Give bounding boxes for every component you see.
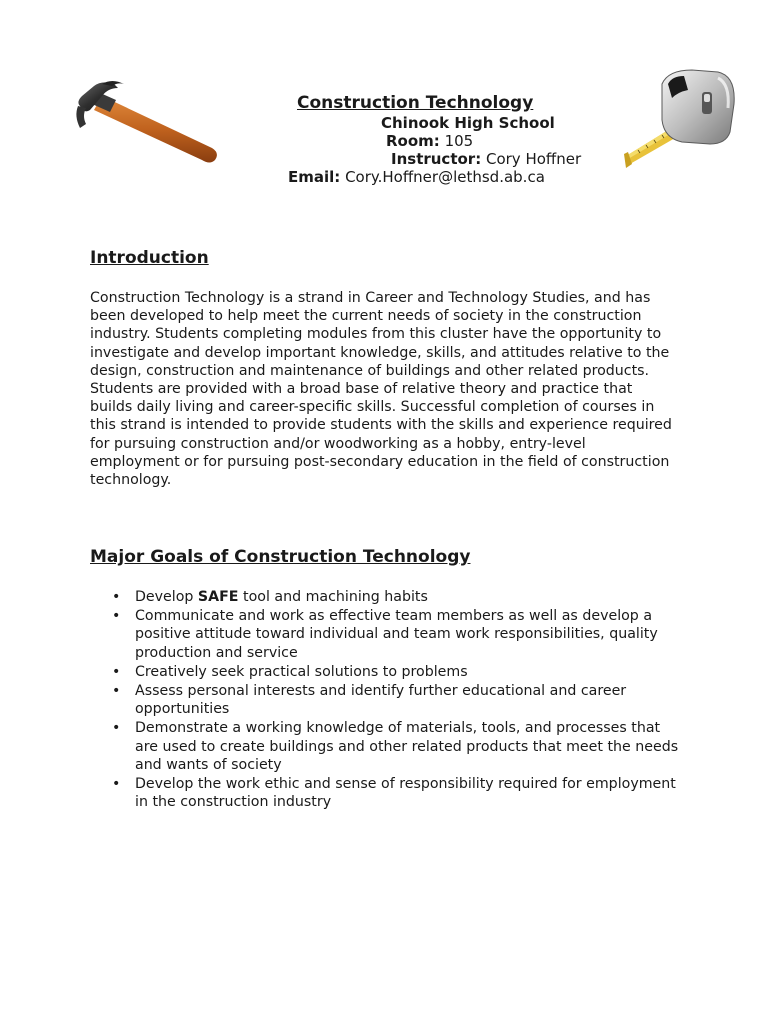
- goal-item: • Develop the work ethic and sense of responsibility required for employment in the construction industry: [112, 776, 676, 811]
- email-label: Email:: [288, 168, 341, 186]
- introduction-heading: Introduction: [90, 248, 209, 268]
- introduction-paragraph: Construction Technology is a strand in Career and Technology Studies, and has been developed to help meet the current needs of society in the construction industry. Students completing modules from this cluster have the opportunity to investigate and develop important knowledge, skills, and attitudes relative to the design, construction and maintenance of buildings and other related products. Students are provided with a broad base of relative theory and practice that builds daily living and career-specific skills. Successful completion of courses in this strand is intended to provide students with the skills and experience required for pursuing construction and/or woodworking as a hobby, entry-level employment or for pursuing post-secondary education in the field of construction technology.: [90, 290, 672, 489]
- email-value: Cory.Hoffner@lethsd.ab.ca: [345, 168, 545, 186]
- hammer-image: [72, 76, 222, 168]
- bullet-icon: •: [112, 589, 121, 605]
- email-line: [288, 168, 545, 186]
- room-label: Room:: [386, 132, 440, 150]
- bullet-icon: •: [112, 608, 121, 625]
- school-name: Chinook High School: [381, 114, 555, 132]
- bullet-icon: •: [112, 683, 121, 700]
- instructor-value: Cory Hoffner: [485, 150, 582, 168]
- goal-item: • Creatively seek practical solutions to problems: [112, 663, 468, 680]
- document-title: Construction Technology: [297, 93, 534, 113]
- goal-item: • Assess personal interests and identify further educational and career opportunities: [112, 683, 627, 718]
- tape-measure-image: [618, 64, 738, 176]
- goals-list: [90, 588, 680, 812]
- bullet-icon: •: [112, 720, 121, 737]
- goal-item: • Develop SAFE tool and machining habits: [112, 589, 428, 605]
- goals-heading: Major Goals of Construction Technology: [90, 547, 471, 567]
- instructor-line: [391, 150, 581, 168]
- bullet-icon: •: [112, 663, 121, 680]
- room-line: [386, 132, 473, 150]
- instructor-label: Instructor:: [391, 150, 482, 168]
- safe-emphasis: SAFE: [197, 589, 239, 605]
- goal-item: • Demonstrate a working knowledge of materials, tools, and processes that are used to create buildings and other related products that meet the needs and wants of society: [112, 720, 679, 773]
- room-value: 105: [444, 132, 474, 150]
- bullet-icon: •: [112, 776, 121, 793]
- goal-item: • Communicate and work as effective team members as well as develop a positive attitude toward individual and team work responsibilities, quality production and service: [112, 608, 658, 661]
